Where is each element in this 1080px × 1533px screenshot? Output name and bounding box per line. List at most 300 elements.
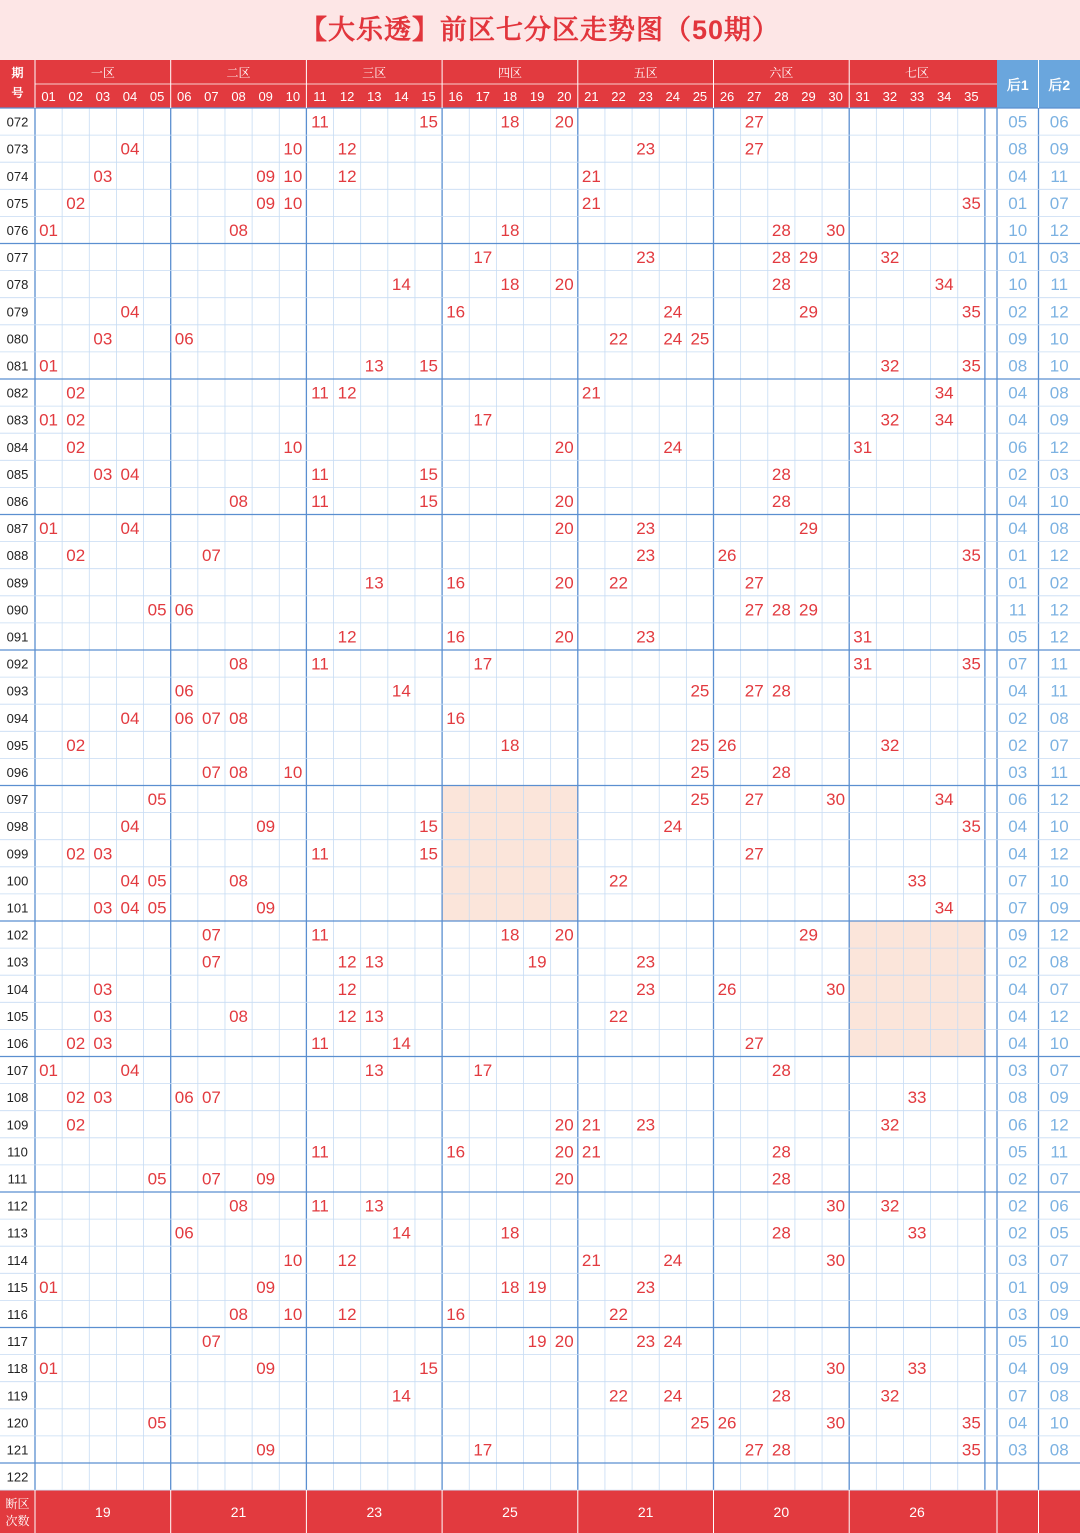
front-number-mark: 31	[853, 437, 873, 457]
front-number-mark: 22	[609, 1304, 628, 1324]
front-number-mark: 24	[663, 329, 683, 349]
back-number-mark: 03	[1049, 464, 1069, 484]
back-number-mark: 09	[1049, 139, 1069, 159]
number-header-label: 07	[204, 89, 219, 104]
front-number-mark: 16	[446, 627, 466, 647]
front-number-mark: 28	[771, 491, 791, 511]
front-number-mark: 20	[554, 1169, 574, 1189]
front-number-mark: 29	[799, 248, 818, 268]
front-number-mark: 27	[744, 600, 764, 620]
front-number-mark: 08	[229, 1304, 249, 1324]
back-number-mark: 08	[1049, 383, 1069, 403]
front-number-mark: 01	[39, 356, 59, 376]
front-number-mark: 28	[771, 1142, 791, 1162]
period-label: 110	[7, 1144, 28, 1160]
front-number-mark: 30	[826, 790, 846, 810]
front-number-mark: 21	[581, 166, 601, 186]
number-header-label: 25	[692, 89, 708, 104]
front-number-mark: 12	[337, 139, 357, 159]
back-number-mark: 01	[1008, 573, 1028, 593]
front-number-mark: 08	[229, 762, 249, 782]
back-number-mark: 07	[1049, 1250, 1069, 1270]
front-number-mark: 16	[446, 302, 466, 322]
period-label: 086	[6, 493, 29, 509]
number-header-label: 29	[801, 89, 816, 104]
front-number-mark: 07	[201, 1169, 221, 1189]
back-number-mark: 09	[1049, 1304, 1069, 1324]
period-label: 094	[6, 710, 29, 726]
front-number-mark: 09	[256, 1440, 276, 1460]
period-label: 108	[6, 1090, 29, 1106]
period-label: 081	[6, 358, 29, 374]
front-number-mark: 07	[201, 708, 221, 728]
front-number-mark: 11	[311, 1196, 329, 1216]
front-number-mark: 28	[771, 1440, 791, 1460]
back-number-mark: 04	[1008, 681, 1028, 701]
front-number-mark: 10	[283, 139, 303, 159]
front-number-mark: 03	[93, 1006, 113, 1026]
back-number-mark: 10	[1049, 356, 1069, 376]
front-number-mark: 28	[771, 464, 791, 484]
front-number-mark: 02	[66, 410, 86, 430]
front-number-mark: 04	[120, 302, 140, 322]
front-number-mark: 27	[744, 139, 764, 159]
back-number-mark: 05	[1008, 627, 1028, 647]
back-number-mark: 09	[1049, 1359, 1069, 1379]
back-number-mark: 12	[1049, 220, 1069, 240]
front-number-mark: 15	[419, 844, 438, 864]
front-number-mark: 04	[120, 817, 140, 837]
back-number-mark: 07	[1008, 898, 1028, 918]
front-number-mark: 07	[201, 952, 221, 972]
number-header-label: 32	[882, 89, 898, 104]
front-number-mark: 02	[66, 1033, 86, 1053]
front-number-mark: 08	[229, 1196, 249, 1216]
front-number-mark: 13	[364, 1006, 384, 1026]
back-number-mark: 03	[1008, 1440, 1028, 1460]
front-number-mark: 01	[39, 410, 59, 430]
front-number-mark: 15	[419, 491, 438, 511]
front-number-mark: 15	[419, 1359, 438, 1379]
front-number-mark: 23	[636, 546, 656, 566]
number-header-label: 26	[719, 89, 735, 104]
front-number-mark: 15	[419, 112, 438, 132]
front-number-mark: 33	[907, 1223, 927, 1243]
front-number-mark: 24	[663, 817, 683, 837]
front-number-mark: 11	[311, 112, 329, 132]
front-number-mark: 13	[364, 1196, 384, 1216]
front-number-mark: 05	[147, 1169, 167, 1189]
front-number-mark: 06	[174, 329, 194, 349]
number-header-label: 13	[367, 89, 382, 104]
back-number-mark: 11	[1008, 600, 1027, 620]
back-number-mark: 08	[1049, 1386, 1069, 1406]
period-label: 098	[6, 819, 29, 835]
front-number-mark: 05	[147, 1413, 167, 1433]
front-number-mark: 12	[337, 1304, 357, 1324]
period-label: 093	[6, 683, 29, 699]
period-label: 090	[6, 602, 29, 618]
back-number-mark: 11	[1050, 166, 1069, 186]
front-number-mark: 02	[66, 383, 86, 403]
front-number-mark: 12	[337, 1250, 357, 1270]
front-number-mark: 04	[120, 464, 140, 484]
front-number-mark: 03	[93, 979, 113, 999]
front-number-mark: 09	[256, 817, 276, 837]
front-number-mark: 22	[609, 1006, 628, 1026]
back-number-mark: 10	[1049, 817, 1069, 837]
front-number-mark: 04	[120, 898, 140, 918]
period-label: 109	[6, 1117, 29, 1133]
front-number-mark: 07	[201, 762, 221, 782]
period-label: 083	[6, 412, 29, 428]
period-label: 084	[6, 439, 29, 455]
front-number-mark: 34	[934, 898, 954, 918]
front-number-mark: 30	[826, 1196, 846, 1216]
back-number-mark: 10	[1008, 220, 1028, 240]
front-number-mark: 17	[473, 1440, 493, 1460]
number-header-label: 03	[95, 89, 111, 104]
front-number-mark: 19	[527, 1332, 547, 1352]
back-number-mark: 01	[1008, 193, 1028, 213]
front-number-mark: 27	[744, 112, 764, 132]
number-header-label: 23	[638, 89, 653, 104]
back-number-mark: 06	[1008, 1115, 1028, 1135]
front-number-mark: 06	[174, 1223, 194, 1243]
front-number-mark: 15	[419, 464, 438, 484]
period-label: 119	[7, 1388, 28, 1404]
front-number-mark: 17	[473, 1061, 493, 1081]
back-number-mark: 03	[1008, 1304, 1028, 1324]
front-number-mark: 28	[771, 275, 791, 295]
back-number-mark: 09	[1008, 329, 1028, 349]
front-number-mark: 18	[500, 1223, 520, 1243]
front-number-mark: 16	[446, 573, 466, 593]
back-number-mark: 07	[1049, 193, 1069, 213]
back-number-mark: 06	[1049, 1196, 1069, 1216]
front-number-mark: 09	[256, 898, 276, 918]
front-number-mark: 02	[66, 1088, 86, 1108]
back-number-mark: 11	[1050, 762, 1069, 782]
front-number-mark: 23	[636, 952, 656, 972]
front-number-mark: 10	[283, 1304, 303, 1324]
back-number-mark: 09	[1049, 1088, 1069, 1108]
period-label: 117	[7, 1334, 28, 1350]
period-label: 073	[6, 141, 29, 157]
front-number-mark: 03	[93, 166, 113, 186]
front-number-mark: 28	[771, 220, 791, 240]
number-header-label: 18	[502, 89, 518, 104]
back-number-mark: 02	[1008, 735, 1028, 755]
back-number-mark: 08	[1008, 356, 1028, 376]
back-number-mark: 02	[1008, 1169, 1028, 1189]
period-label: 092	[6, 656, 29, 672]
front-number-mark: 28	[771, 600, 791, 620]
front-number-mark: 20	[554, 925, 574, 945]
zone-header-label: 三区	[362, 66, 387, 80]
empty-zone-block	[442, 786, 578, 922]
front-number-mark: 30	[826, 979, 846, 999]
front-number-mark: 07	[201, 925, 221, 945]
front-number-mark: 02	[66, 437, 86, 457]
front-number-mark: 02	[66, 1115, 86, 1135]
front-number-mark: 14	[391, 275, 411, 295]
front-number-mark: 08	[229, 1006, 249, 1026]
front-number-mark: 11	[311, 491, 329, 511]
back-number-mark: 04	[1008, 166, 1028, 186]
front-number-mark: 35	[961, 302, 981, 322]
period-label: 112	[7, 1198, 28, 1214]
front-number-mark: 35	[961, 546, 981, 566]
period-label: 072	[6, 114, 29, 130]
number-header-label: 05	[149, 89, 165, 104]
front-number-mark: 29	[799, 600, 818, 620]
front-number-mark: 06	[174, 1088, 194, 1108]
front-number-mark: 27	[744, 790, 764, 810]
front-number-mark: 21	[581, 1250, 601, 1270]
front-number-mark: 08	[229, 871, 249, 891]
front-number-mark: 15	[419, 356, 438, 376]
front-number-mark: 18	[500, 735, 520, 755]
front-number-mark: 33	[907, 871, 927, 891]
number-header-label: 02	[68, 89, 83, 104]
front-number-mark: 11	[311, 1142, 329, 1162]
zone-break-count: 21	[230, 1504, 247, 1520]
front-number-mark: 12	[337, 1006, 357, 1026]
back-number-mark: 04	[1008, 491, 1028, 511]
back-number-mark: 10	[1049, 871, 1069, 891]
period-label: 075	[6, 195, 29, 211]
back-number-mark: 04	[1008, 817, 1028, 837]
front-number-mark: 14	[391, 1386, 411, 1406]
front-number-mark: 35	[961, 1413, 981, 1433]
back-number-mark: 12	[1049, 1006, 1069, 1026]
front-number-mark: 20	[554, 491, 574, 511]
front-number-mark: 34	[934, 790, 954, 810]
number-header-label: 24	[665, 89, 681, 104]
front-number-mark: 14	[391, 681, 411, 701]
front-number-mark: 23	[636, 1332, 656, 1352]
front-number-mark: 24	[663, 1386, 683, 1406]
period-label: 106	[6, 1035, 29, 1051]
back-number-mark: 12	[1049, 302, 1069, 322]
front-number-mark: 20	[554, 275, 574, 295]
front-number-mark: 23	[636, 1115, 656, 1135]
number-header-label: 28	[774, 89, 789, 104]
front-number-mark: 10	[283, 1250, 303, 1270]
front-number-mark: 23	[636, 979, 656, 999]
front-number-mark: 11	[311, 383, 329, 403]
front-number-mark: 23	[636, 139, 656, 159]
front-number-mark: 18	[500, 925, 520, 945]
front-number-mark: 09	[256, 1169, 276, 1189]
number-header-label: 30	[828, 89, 843, 104]
front-number-mark: 28	[771, 1386, 791, 1406]
period-label: 096	[6, 764, 29, 780]
back-number-mark: 02	[1008, 302, 1028, 322]
period-label: 079	[6, 304, 29, 320]
period-label: 122	[6, 1469, 29, 1485]
back-number-mark: 02	[1008, 708, 1028, 728]
front-number-mark: 17	[473, 248, 493, 268]
front-number-mark: 28	[771, 762, 791, 782]
front-number-mark: 31	[853, 627, 873, 647]
front-number-mark: 34	[934, 410, 954, 430]
back-number-mark: 04	[1008, 1359, 1028, 1379]
back-number-mark: 02	[1008, 1223, 1028, 1243]
front-number-mark: 05	[147, 898, 167, 918]
front-number-mark: 01	[39, 1277, 59, 1297]
front-number-mark: 10	[283, 166, 303, 186]
back-number-mark: 04	[1008, 410, 1028, 430]
back-number-mark: 01	[1008, 1277, 1028, 1297]
back-number-mark: 10	[1049, 491, 1069, 511]
back-number-mark: 12	[1049, 627, 1069, 647]
back-number-mark: 07	[1008, 871, 1028, 891]
period-label: 091	[6, 629, 29, 645]
number-header-label: 31	[855, 89, 871, 104]
front-number-mark: 07	[201, 546, 221, 566]
front-number-mark: 16	[446, 1304, 466, 1324]
front-number-mark: 22	[609, 871, 628, 891]
front-number-mark: 32	[880, 1386, 900, 1406]
back-number-mark: 07	[1049, 1061, 1069, 1081]
front-number-mark: 23	[636, 519, 656, 539]
back-number-mark: 07	[1008, 654, 1028, 674]
front-number-mark: 11	[311, 654, 329, 674]
front-number-mark: 24	[663, 1332, 683, 1352]
back-number-mark: 10	[1049, 1033, 1069, 1053]
front-number-mark: 32	[880, 1115, 900, 1135]
front-number-mark: 02	[66, 193, 86, 213]
number-header-label: 11	[313, 89, 327, 104]
back-number-mark: 09	[1049, 898, 1069, 918]
front-number-mark: 03	[93, 898, 113, 918]
chart-title: 【大乐透】前区七分区走势图（50期）	[0, 0, 1080, 60]
front-number-mark: 13	[364, 1061, 384, 1081]
number-header-label: 22	[611, 89, 626, 104]
front-number-mark: 08	[229, 708, 249, 728]
front-number-mark: 22	[609, 329, 628, 349]
front-number-mark: 16	[446, 708, 466, 728]
back-number-mark: 07	[1049, 979, 1069, 999]
front-number-mark: 18	[500, 1277, 520, 1297]
front-number-mark: 08	[229, 491, 249, 511]
front-number-mark: 29	[799, 302, 818, 322]
front-number-mark: 31	[853, 654, 873, 674]
front-number-mark: 27	[744, 844, 764, 864]
back-number-mark: 04	[1008, 979, 1028, 999]
period-label: 082	[6, 385, 29, 401]
front-number-mark: 35	[961, 817, 981, 837]
back-number-mark: 11	[1050, 681, 1069, 701]
number-header-label: 01	[41, 89, 56, 104]
back2-header-label: 后2	[1048, 77, 1071, 93]
number-header-label: 20	[556, 89, 572, 104]
front-number-mark: 28	[771, 681, 791, 701]
front-number-mark: 12	[337, 952, 357, 972]
back-number-mark: 05	[1049, 1223, 1069, 1243]
front-number-mark: 26	[717, 735, 737, 755]
front-number-mark: 12	[337, 979, 357, 999]
period-label: 105	[6, 1008, 29, 1024]
front-number-mark: 11	[311, 1033, 329, 1053]
period-label: 088	[6, 548, 29, 564]
back-number-mark: 11	[1050, 1142, 1069, 1162]
footer-label: 断区	[5, 1497, 30, 1511]
back-number-mark: 12	[1049, 600, 1069, 620]
back-number-mark: 07	[1008, 1386, 1028, 1406]
front-number-mark: 23	[636, 627, 656, 647]
back-number-mark: 08	[1049, 1440, 1069, 1460]
back-number-mark: 08	[1049, 519, 1069, 539]
footer-label: 次数	[5, 1514, 30, 1528]
front-number-mark: 28	[771, 248, 791, 268]
period-header-label: 期	[11, 66, 24, 80]
front-number-mark: 04	[120, 1061, 140, 1081]
front-number-mark: 22	[609, 1386, 628, 1406]
front-number-mark: 06	[174, 600, 194, 620]
back-number-mark: 05	[1008, 1142, 1028, 1162]
front-number-mark: 10	[283, 437, 303, 457]
front-number-mark: 04	[120, 139, 140, 159]
number-header-label: 08	[231, 89, 246, 104]
back-number-mark: 03	[1049, 248, 1069, 268]
back-number-mark: 07	[1049, 1169, 1069, 1189]
front-number-mark: 03	[93, 1033, 113, 1053]
front-number-mark: 18	[500, 275, 520, 295]
front-number-mark: 26	[717, 1413, 737, 1433]
front-number-mark: 34	[934, 275, 954, 295]
period-label: 120	[6, 1415, 29, 1431]
front-number-mark: 35	[961, 356, 981, 376]
front-number-mark: 05	[147, 871, 167, 891]
front-number-mark: 19	[527, 1277, 547, 1297]
front-number-mark: 20	[554, 112, 574, 132]
back-number-mark: 10	[1008, 275, 1028, 295]
front-number-mark: 23	[636, 1277, 656, 1297]
front-number-mark: 35	[961, 193, 981, 213]
front-number-mark: 20	[554, 1142, 574, 1162]
number-header-label: 35	[964, 89, 979, 104]
front-number-mark: 12	[337, 627, 357, 647]
front-number-mark: 03	[93, 464, 113, 484]
number-header-label: 09	[258, 89, 273, 104]
period-label: 078	[6, 277, 29, 293]
zone-header-label: 一区	[90, 66, 115, 80]
front-number-mark: 03	[93, 329, 113, 349]
period-header-label: 号	[11, 86, 24, 100]
empty-zone-block	[849, 921, 985, 1057]
back-number-mark: 02	[1049, 573, 1069, 593]
front-number-mark: 04	[120, 708, 140, 728]
number-header-label: 06	[177, 89, 192, 104]
front-number-mark: 19	[527, 952, 547, 972]
front-number-mark: 09	[256, 193, 276, 213]
front-number-mark: 32	[880, 248, 900, 268]
front-number-mark: 13	[364, 356, 384, 376]
back-number-mark: 03	[1008, 762, 1028, 782]
period-label: 107	[6, 1063, 29, 1079]
front-number-mark: 06	[174, 681, 194, 701]
back-number-mark: 01	[1008, 248, 1028, 268]
front-number-mark: 08	[229, 654, 249, 674]
back-number-mark: 10	[1049, 1413, 1069, 1433]
front-number-mark: 14	[391, 1033, 411, 1053]
front-number-mark: 21	[581, 383, 601, 403]
back1-header-label: 后1	[1006, 77, 1029, 93]
back-number-mark: 11	[1050, 275, 1069, 295]
